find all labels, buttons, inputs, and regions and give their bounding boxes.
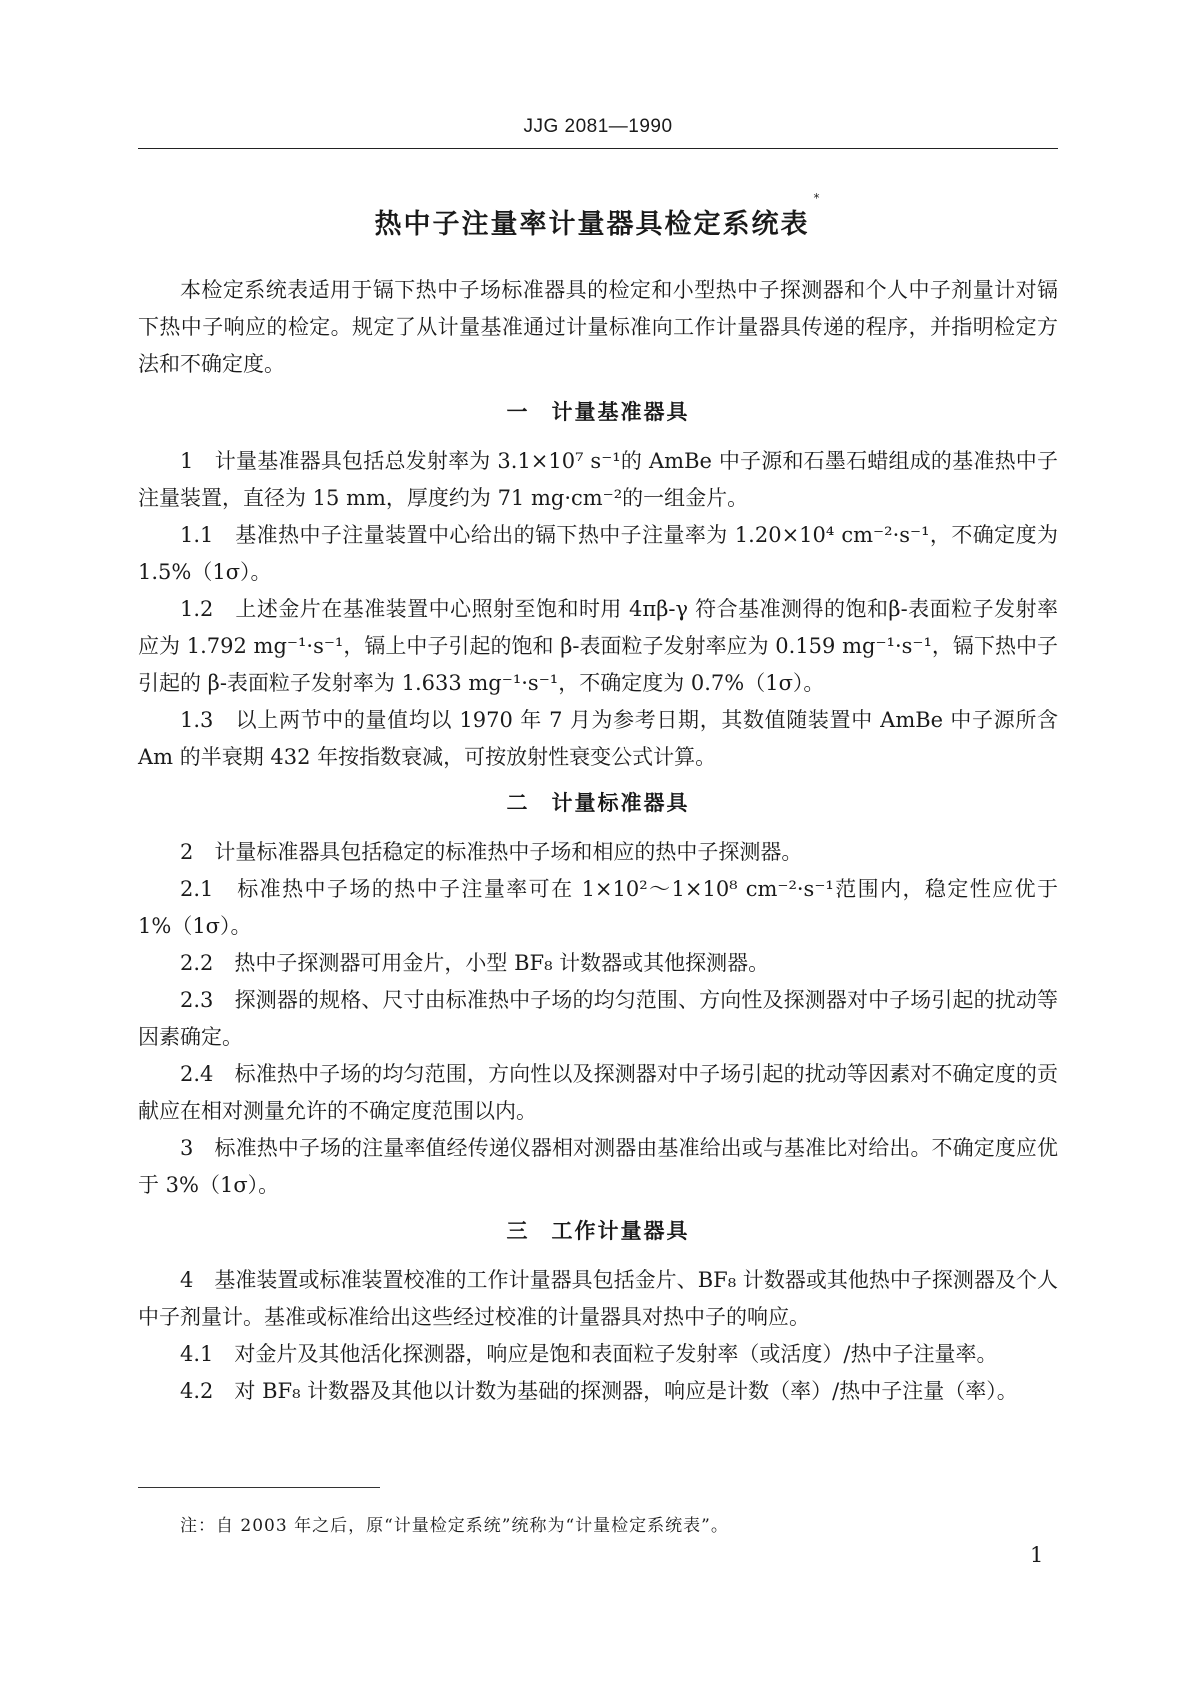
section-title: 计量基准器具 [551,400,690,424]
intro-paragraph: 本检定系统表适用于镉下热中子场标准器具的检定和小型热中子探测器和个人中子剂量计对镉下热中子响应的检定。规定了从计量基准通过计量标准向工作计量器具传递的程序，并指明检定方法和不确定度。 [138,278,1058,376]
title-footnote-mark: * [813,191,822,205]
document-title [138,191,1058,241]
clause-1-1: 1.1 基准热中子注量装置中心给出的镉下热中子注量率为 1.20×10⁴ cm⁻²·s⁻¹，不确定度为 1.5%（1σ）。 [138,523,1058,584]
section-heading-3 [138,1216,1058,1246]
clause-1-2: 1.2 上述金片在基准装置中心照射至饱和时用 4πβ-γ 符合基准测得的饱和β-表面粒子发射率应为 1.792 mg⁻¹·s⁻¹，镉上中子引起的饱和 β-表面粒子发射率应为 0.159 mg⁻¹·s⁻¹，镉下热中子引起的 β-表面粒子发射率为 1.633 mg⁻¹·s⁻¹，不确定度为 0.7%（1σ）。 [138,597,1058,695]
footnote-rule [138,1487,380,1488]
section-title: 工作计量器具 [551,1219,690,1243]
document-body [138,272,1058,1410]
section-heading-1 [138,397,1058,427]
clause-3: 3 标准热中子场的注量率值经传递仪器相对测器由基准给出或与基准比对给出。不确定度应优于 3%（1σ）。 [138,1136,1058,1197]
clause-1: 1 计量基准器具包括总发射率为 3.1×10⁷ s⁻¹的 AmBe 中子源和石墨石蜡组成的基准热中子注量装置，直径为 15 mm，厚度约为 71 mg·cm⁻²的一组金片。 [138,449,1058,510]
clause-2-1: 2.1 标准热中子场的热中子注量率可在 1×10²～1×10⁸ cm⁻²·s⁻¹范围内，稳定性应优于 1%（1σ）。 [138,877,1058,938]
clause-4: 4 基准装置或标准装置校准的工作计量器具包括金片、BF₈ 计数器或其他热中子探测器及个人中子剂量计。基准或标准给出这些经过校准的计量器具对热中子的响应。 [138,1268,1058,1329]
clause-4-1: 4.1 对金片及其他活化探测器，响应是饱和表面粒子发射率（或活度）/热中子注量率。 [180,1342,998,1366]
clause-4-2: 4.2 对 BF₈ 计数器及其他以计数为基础的探测器，响应是计数（率）/热中子注量（率）。 [180,1379,1018,1403]
section-number: 一 [506,400,530,424]
standard-code-header: JJG 2081—1990 [523,116,673,137]
section-number: 二 [506,791,530,815]
title-text: 热中子注量率计量器具检定系统表 [374,209,810,240]
clause-2-4: 2.4 标准热中子场的均匀范围，方向性以及探测器对中子场引起的扰动等因素对不确定度的贡献应在相对测量允许的不确定度范围以内。 [138,1062,1058,1123]
clause-2: 2 计量标准器具包括稳定的标准热中子场和相应的热中子探测器。 [180,840,803,864]
section-number: 三 [506,1219,530,1243]
footnote: 注：自 2003 年之后，原“计量检定系统”统称为“计量检定系统表”。 [180,1516,729,1536]
clause-2-2: 2.2 热中子探测器可用金片，小型 BF₈ 计数器或其他探测器。 [180,951,770,975]
page-number: 1 [1030,1543,1044,1567]
clause-1-3: 1.3 以上两节中的量值均以 1970 年 7 月为参考日期，其数值随装置中 AmBe 中子源所含 Am 的半衰期 432 年按指数衰减，可按放射性衰变公式计算。 [138,708,1058,769]
section-title: 计量标准器具 [551,791,690,815]
clause-2-3: 2.3 探测器的规格、尺寸由标准热中子场的均匀范围、方向性及探测器对中子场引起的扰动等因素确定。 [138,988,1058,1049]
section-heading-2 [138,788,1058,818]
header-rule [138,148,1058,149]
